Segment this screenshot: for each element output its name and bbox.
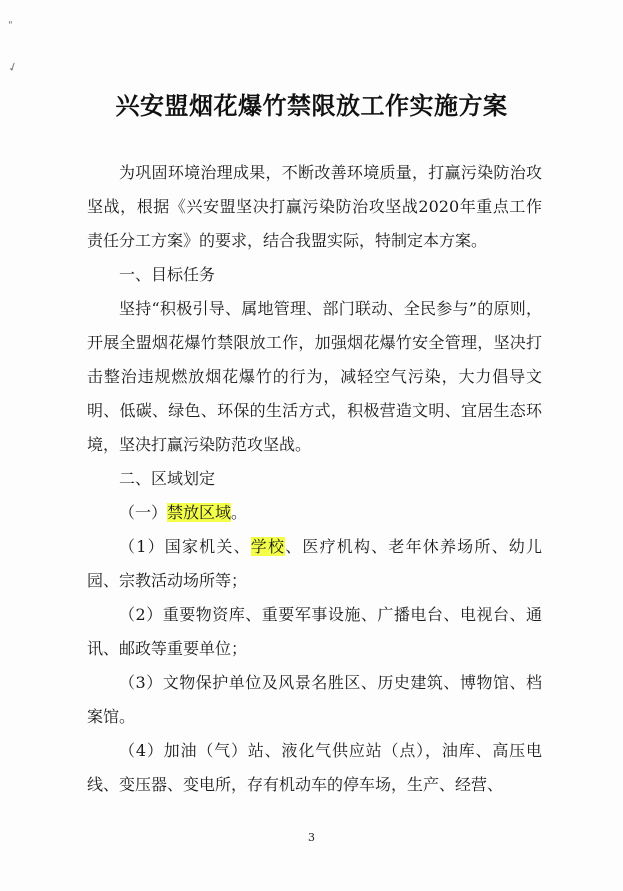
list-item-2: （2）重要物资库、重要军事设施、广播电台、电视台、通讯、邮政等重要单位； [87,605,542,658]
document-body [87,156,542,802]
list-item-1-start: （1）国家机关、 [119,537,251,556]
list-item-1-end: 、医疗机构、老年休养场所、幼儿园、宗教活动场所等； [87,537,542,590]
highlighted-prohibited-zone: 禁放区域 [167,503,232,522]
subsection-number: （一） [119,503,168,522]
list-item-3: （3）文物保护单位及风景名胜区、历史建筑、博物馆、档案馆。 [87,673,542,726]
page-number: 3 [308,831,315,844]
subsection-prohibited-zones [87,496,542,530]
intro-paragraph: 为巩固环境治理成果，不断改善环境质量，打赢污染防治攻坚战，根据《兴安盟坚决打赢污染防治攻坚战2020年重点工作责任分工方案》的要求，结合我盟实际，特制定本方案。 [87,163,542,250]
section-heading-zones: 二、区域划定 [119,469,216,488]
document-title: 兴安盟烟花爆竹禁限放工作实施方案 [115,91,508,120]
goals-paragraph: 坚持“积极引导、属地管理、部门联动、全民参与”的原则，开展全盟烟花爆竹禁限放工作，加强烟花爆竹安全管理，坚决打击整治违规燃放烟花爆竹的行为，减轻空气污染，大力倡导文明、低碳、绿色、环保的生活方式，积极营造文明、宜居生态环境，坚决打赢污染防范攻坚战。 [87,299,542,454]
check-mark-icon: ✓ [5,58,21,76]
list-item-1 [87,530,542,598]
section-heading-goals: 一、目标任务 [119,265,216,284]
list-item-4: （4）加油（气）站、液化气供应站（点），油库、高压电线、变压器、变电所，存有机动车的停车场，生产、经营、 [87,741,542,794]
scan-mark: " [8,20,13,31]
subsection-punctuation: 。 [231,503,248,522]
highlighted-school: 学校 [250,537,286,556]
